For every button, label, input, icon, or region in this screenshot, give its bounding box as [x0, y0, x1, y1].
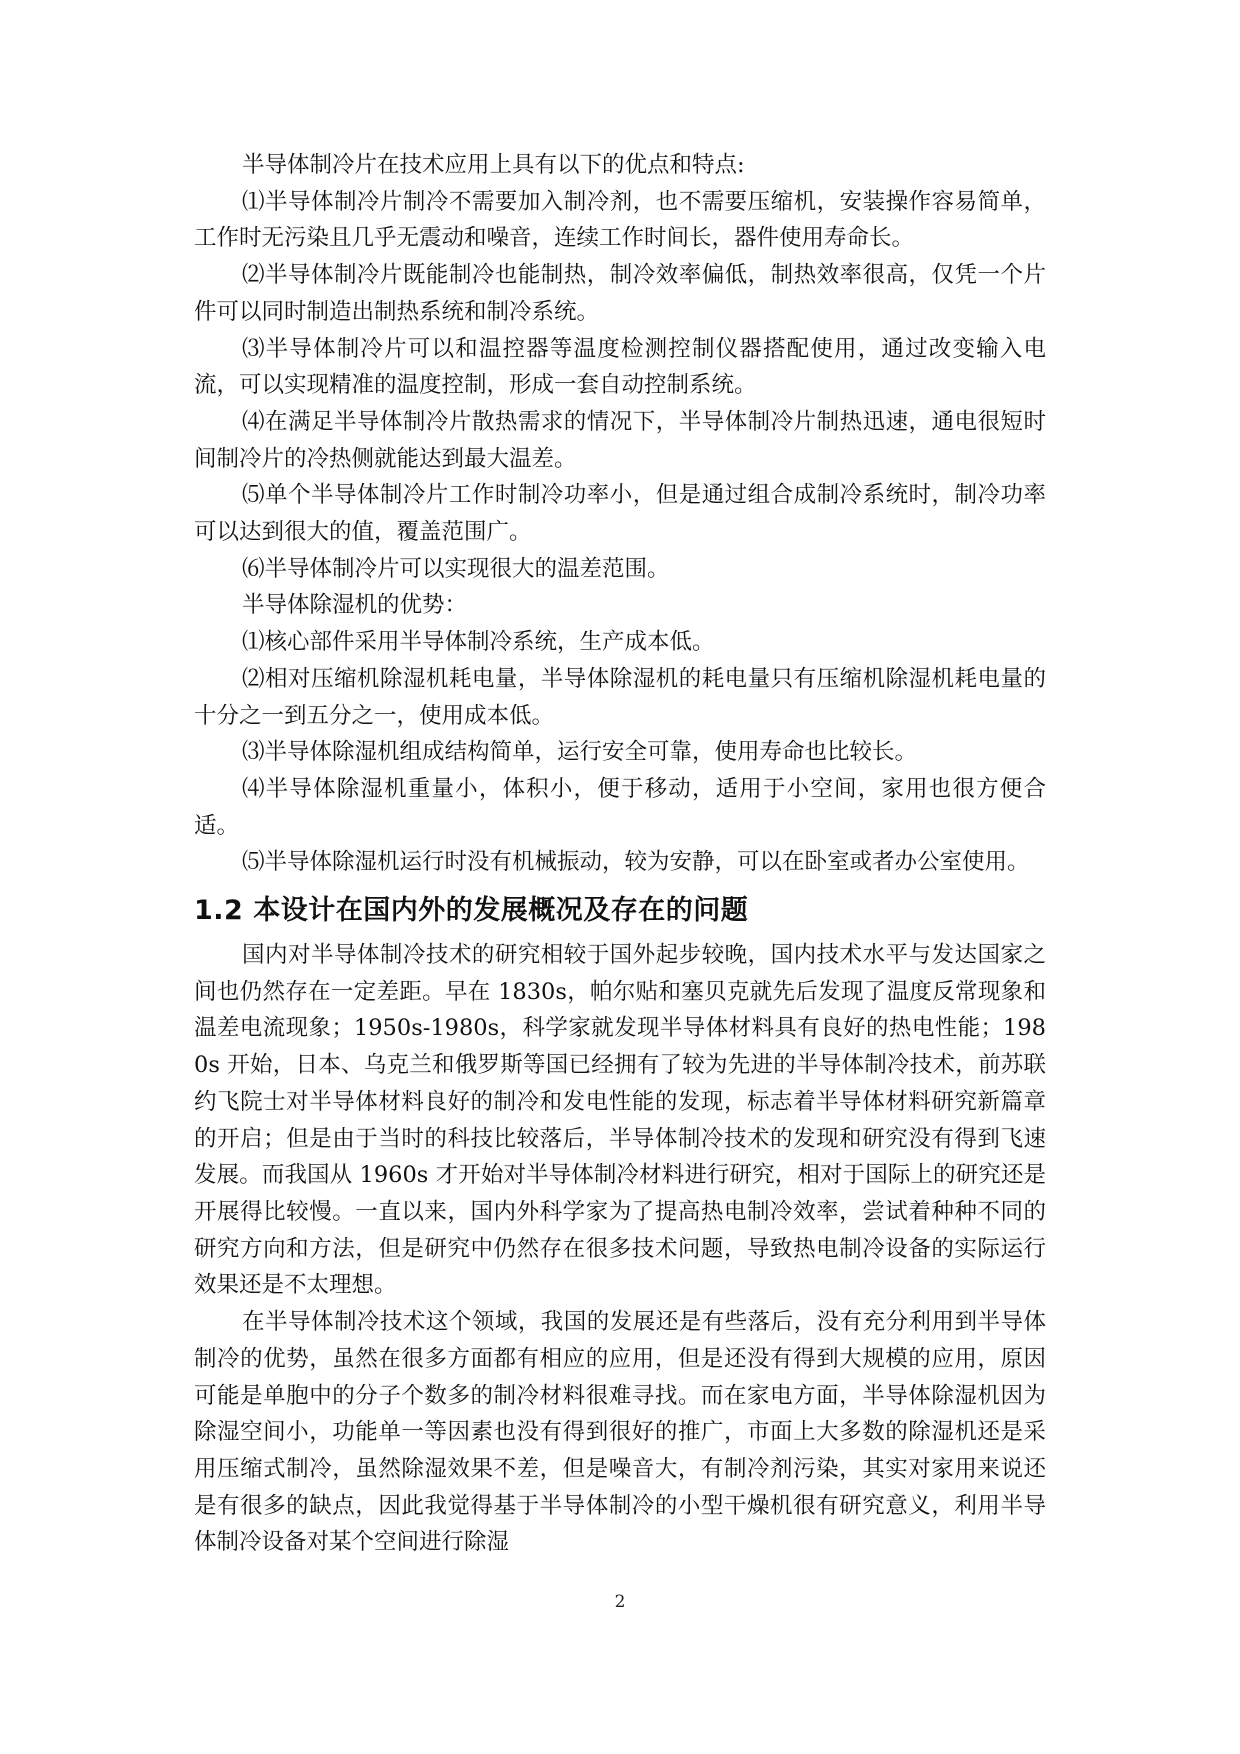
semiconductor-chip-item-2: ⑵半导体制冷片既能制冷也能制热，制冷效率偏低，制热效率很高，仅凭一个片件可以同时制造出制热系统和制冷系统。	[194, 262, 1046, 325]
dehumidifier-item-1: ⑴核心部件采用半导体制冷系统，生产成本低。	[242, 629, 715, 656]
semiconductor-chip-item-4: ⑷在满足半导体制冷片散热需求的情况下，半导体制冷片制热迅速，通电很短时间制冷片的冷热侧就能达到最大温差。	[194, 408, 1046, 472]
dehumidifier-item-4: ⑷半导体除湿机重量小，体积小，便于移动，适用于小空间，家用也很方便合适。	[194, 775, 1046, 839]
dehumidifier-advantages-title: 半导体除湿机的优势：	[242, 592, 468, 619]
section-1-2-paragraph-2: 在半导体制冷技术这个领域，我国的发展还是有些落后，没有充分利用到半导体制冷的优势，虽然在很多方面都有相应的应用，但是还没有得到大规模的应用，原因可能是单胞中的分子个数多的制冷材料很难寻找。而在家电方面，半导体除湿机因为除湿空间小，功能单一等因素也没有得到很好的推广，市面上大多数的除湿机还是采用压缩式制冷，虽然除湿效果不差，但是噪音大，有制冷剂污染，其实对家用来说还是有很多的缺点，因此我觉得基于半导体制冷的小型干燥机很有研究意义，利用半导体制冷设备对某个空间进行除湿	[194, 1309, 1046, 1556]
document-page-body	[194, 147, 1046, 1561]
section-heading-1-2: 1.2 本设计在国内外的发展概况及存在的问题	[194, 895, 749, 927]
dehumidifier-item-5: ⑸半导体除湿机运行时没有机械振动，较为安静，可以在卧室或者办公室使用。	[242, 849, 1030, 876]
semiconductor-chip-item-3: ⑶半导体制冷片可以和温控器等温度检测控制仪器搭配使用，通过改变输入电流，可以实现精准的温度控制，形成一套自动控制系统。	[194, 335, 1046, 399]
semiconductor-chip-advantages-title: 半导体制冷片在技术应用上具有以下的优点和特点:	[242, 152, 745, 178]
page-number: 2	[614, 1592, 626, 1612]
semiconductor-chip-item-5: ⑸单个半导体制冷片工作时制冷功率小，但是通过组合成制冷系统时，制冷功率可以达到很大的值，覆盖范围广。	[194, 482, 1046, 546]
dehumidifier-item-3: ⑶半导体除湿机组成结构简单，运行安全可靠，使用寿命也比较长。	[242, 739, 918, 766]
section-1-2-paragraph-1: 国内对半导体制冷技术的研究相较于国外起步较晚，国内技术水平与发达国家之间也仍然存在一定差距。早在 1830s，帕尔贴和塞贝克就先后发现了温度反常现象和温差电流现象；1950s-1980s，科学家就发现半导体材料具有良好的热电性能；1980s 开始，日本、乌克兰和俄罗斯等国已经拥有了较为先进的半导体制冷技术，前苏联约飞院士对半导体材料良好的制冷和发电性能的发现，标志着半导体材料研究新篇章的开启；但是由于当时的科技比较落后，半导体制冷技术的发现和研究没有得到飞速发展。而我国从 1960s 才开始对半导体制冷材料进行研究，相对于国际上的研究还是开展得比较慢。一直以来，国内外科学家为了提高热电制冷效率，尝试着种种不同的研究方向和方法，但是研究中仍然存在很多技术问题，导致热电制冷设备的实际运行效果还是不太理想。	[194, 942, 1046, 1299]
semiconductor-chip-item-6: ⑹半导体制冷片可以实现很大的温差范围。	[242, 555, 670, 582]
semiconductor-chip-item-1: ⑴半导体制冷片制冷不需要加入制冷剂，也不需要压缩机，安装操作容易简单，工作时无污染且几乎无震动和噪音，连续工作时间长，器件使用寿命长。	[194, 188, 1046, 252]
dehumidifier-item-2: ⑵相对压缩机除湿机耗电量，半导体除湿机的耗电量只有压缩机除湿机耗电量的十分之一到五分之一，使用成本低。	[194, 665, 1046, 729]
